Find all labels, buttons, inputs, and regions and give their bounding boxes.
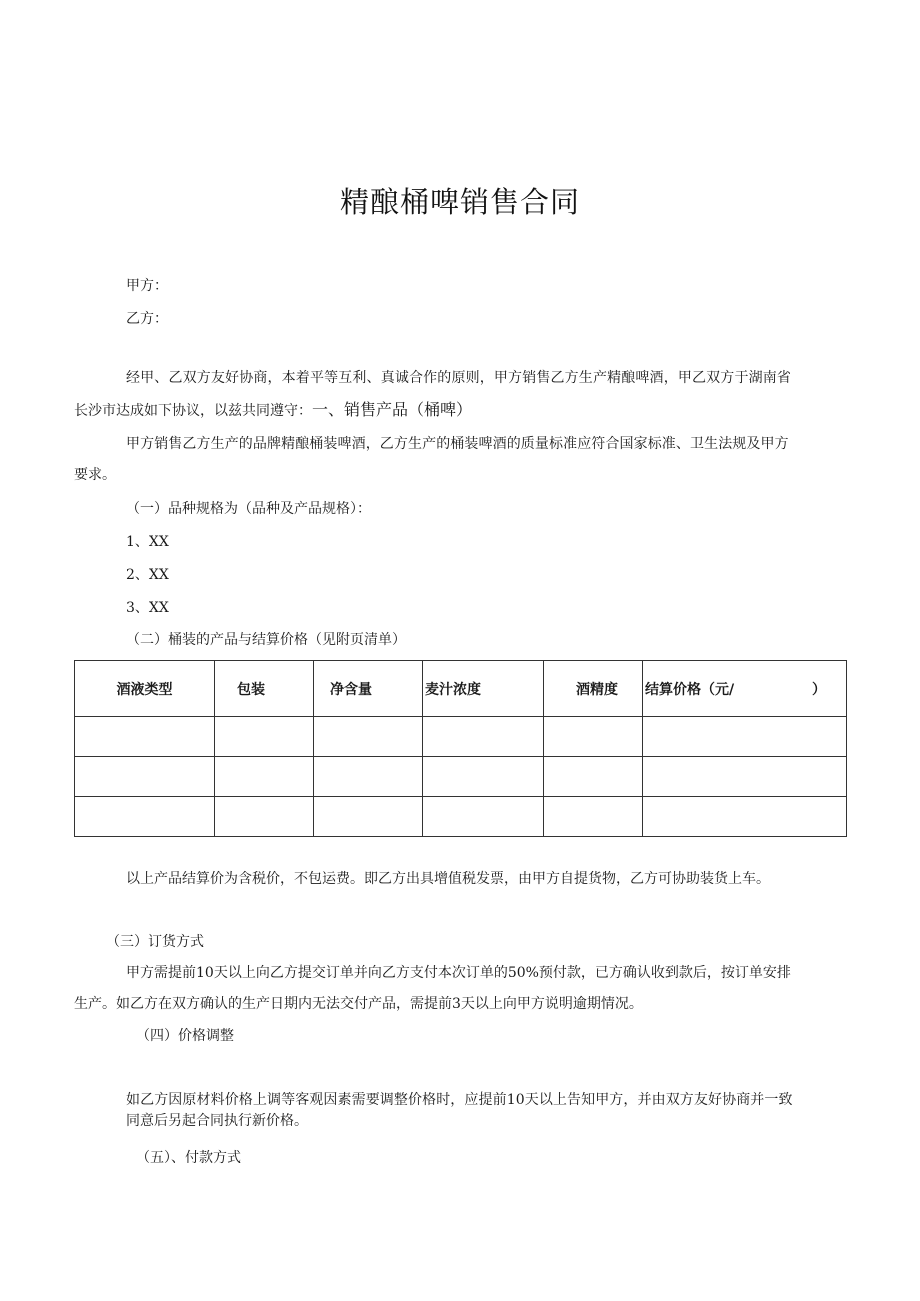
header-net-content: 净含量 xyxy=(314,661,423,717)
table-cell xyxy=(423,757,544,797)
table-header-row xyxy=(75,661,847,717)
table-cell xyxy=(544,757,643,797)
section-3-para-line-2: 生产。如乙方在双方确认的生产日期内无法交付产品，需提前3天以上向甲方说明逾期情况。 xyxy=(74,996,643,1012)
table-cell xyxy=(544,717,643,757)
section-4-para-line-1: 如乙方因原材料价格上调等客观因素需要调整价格时，应提前10天以上告知甲方，并由双方友好协商并一致 xyxy=(126,1092,793,1108)
table-cell xyxy=(314,797,423,837)
header-alcohol: 酒精度 xyxy=(544,661,643,717)
price-table xyxy=(74,660,847,837)
table-cell xyxy=(75,717,215,757)
party-a-label: 甲方： xyxy=(126,278,168,294)
table-cell xyxy=(215,797,314,837)
list-item: 2、XX xyxy=(126,567,169,583)
subsection-2-heading: （二）桶装的产品与结算价格（见附页清单） xyxy=(126,632,406,648)
table-row xyxy=(75,757,847,797)
table-row xyxy=(75,797,847,837)
header-settlement-price-close: ） xyxy=(812,681,826,698)
section-4-para-line-2: 同意后另起合同执行新价格。 xyxy=(126,1113,308,1129)
document-title: 精酿桶啤销售合同 xyxy=(339,185,580,219)
list-item: 1、XX xyxy=(126,534,169,550)
header-settlement-price xyxy=(643,661,847,717)
table-cell xyxy=(544,797,643,837)
subsection-1-heading: （一）品种规格为（品种及产品规格）： xyxy=(126,501,371,517)
table-cell xyxy=(215,757,314,797)
section-1-para-line-1: 甲方销售乙方生产的品牌精酿桶装啤酒，乙方生产的桶装啤酒的质量标准应符合国家标准、卫生法规及甲方 xyxy=(126,436,789,452)
subsection-4-heading: （四）价格调整 xyxy=(136,1028,234,1044)
section-3-para-line-1: 甲方需提前10天以上向乙方提交订单并向乙方支付本次订单的50%预付款，已方确认收到款后，按订单安排 xyxy=(126,965,791,981)
table-cell xyxy=(75,797,215,837)
table-cell xyxy=(314,717,423,757)
list-item: 3、XX xyxy=(126,600,169,616)
table-cell xyxy=(643,717,847,757)
intro-line-1: 经甲、乙双方友好协商，本着平等互利、真诚合作的原则，甲方销售乙方生产精酿啤酒，甲乙双方于湖南省 xyxy=(126,370,792,386)
header-wort-concentration: 麦汁浓度 xyxy=(423,661,544,717)
header-packaging: 包装 xyxy=(215,661,314,717)
section-1-para-line-2: 要求。 xyxy=(74,467,116,483)
table-cell xyxy=(75,757,215,797)
intro-line-2: 长沙市达成如下协议，以兹共同遵守： xyxy=(74,403,312,419)
table-cell xyxy=(314,757,423,797)
table-cell xyxy=(423,797,544,837)
subsection-5-heading: （五）、付款方式 xyxy=(136,1150,241,1166)
section-1-heading: 一、销售产品（桶啤） xyxy=(312,400,473,419)
after-table-note: 以上产品结算价为含税价，不包运费。即乙方出具增值税发票，由甲方自提货物，乙方可协助装货上车。 xyxy=(126,871,770,887)
table-cell xyxy=(423,717,544,757)
header-settlement-price-label: 结算价格（元/ xyxy=(645,681,735,698)
table-cell xyxy=(643,757,847,797)
party-b-label: 乙方： xyxy=(126,311,168,327)
table-cell xyxy=(643,797,847,837)
subsection-3-heading: （三）订货方式 xyxy=(106,934,204,950)
table-cell xyxy=(215,717,314,757)
header-liquor-type: 酒液类型 xyxy=(75,661,215,717)
table-row xyxy=(75,717,847,757)
